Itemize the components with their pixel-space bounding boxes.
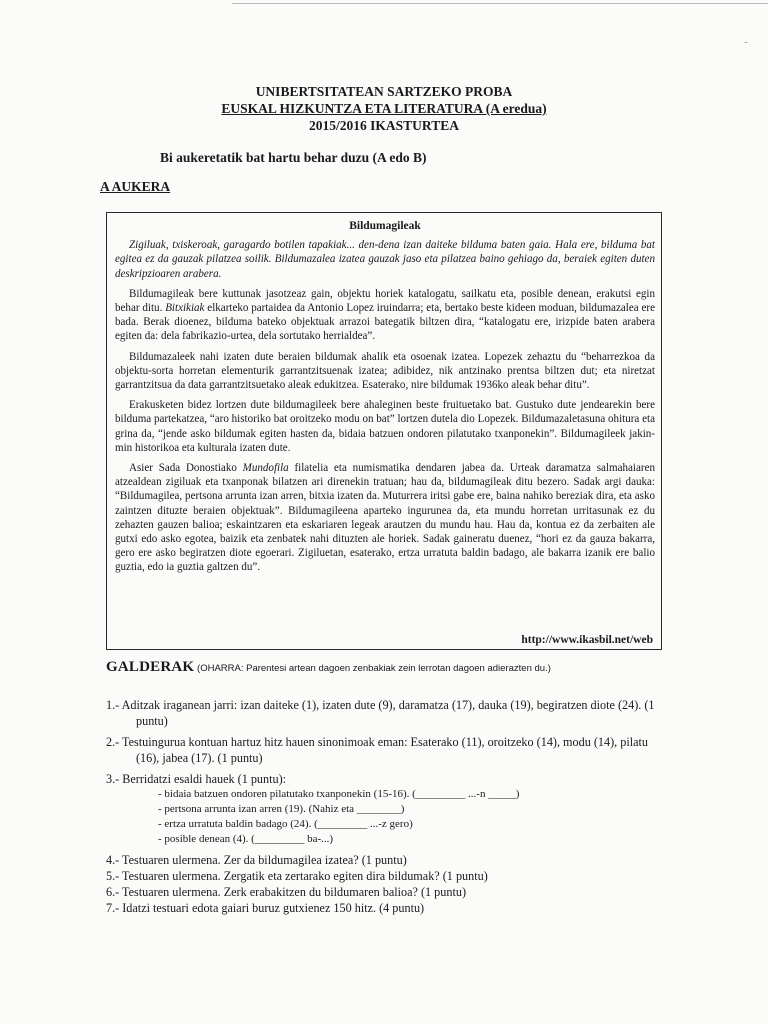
source-link[interactable]: http://www.ikasbil.net/web bbox=[521, 633, 653, 646]
question-3-item: - posible denean (4). (_________ ba-...) bbox=[158, 833, 334, 845]
reading-paragraph-2: Bildumazaleek nahi izaten dute beraien bildumak ahalik eta osoenak izatea. Lopezek zehaztu du “beharrezkoa da objektu-sorta horretan elementurik garrantzitsuenak izatea; adibidez, nik antzinako prentsa biltzen dut; eta niretzat garrantzitsua da data garrantzitsuetako aleak edukitzea. Esaterako, nire bildumak 1936ko aleak behar ditu”. bbox=[115, 350, 655, 392]
question-list bbox=[106, 697, 666, 916]
question-6: 6.- Testuaren ulermena. Zerk erabakitzen du bildumaren balioa? (1 puntu) bbox=[106, 885, 467, 899]
question-4: 4.- Testuaren ulermena. Zer da bildumagilea izatea? (1 puntu) bbox=[106, 853, 407, 867]
question-7: 7.- Idatzi testuari edota gaiari buruz gutxienez 150 hitz. (4 puntu) bbox=[106, 901, 425, 915]
question-2: 2.- Testuingurua kontuan hartuz hitz hauen sinonimoak eman: Esaterako (11), oroitzeko (14), modu (14), pilatu (16), jabea (17). (1 puntu) bbox=[106, 735, 649, 765]
reading-text-box bbox=[106, 212, 662, 650]
questions-heading bbox=[106, 659, 551, 676]
instruction: Bi aukeretatik bat hartu behar duzu (A edo B) bbox=[160, 150, 427, 165]
reading-title: Bildumagileak bbox=[349, 220, 421, 232]
exam-title: UNIBERTSITATEAN SARTZEKO PROBA bbox=[255, 84, 513, 99]
scan-top-rule bbox=[232, 3, 768, 4]
question-1: 1.- Aditzak iraganean jarri: izan daiteke (1), izaten dute (9), daramatza (17), dauka (19), begiratzen diote (24). (1 puntu) bbox=[106, 698, 655, 728]
scan-edge-mark: - bbox=[744, 36, 748, 48]
questions-title: GALDERAK bbox=[106, 659, 195, 675]
reading-paragraph-3: Erakusketen bidez lortzen dute bildumagileek bere ahaleginen beste fruituetako bat. Gustuko dute jendearekin bere bilduma partekatzea, “aro historiko bat oroitzeko modu on bat” lortzen dutela dio Lopezek. Bildumazaletasuna ohitura eta grina da, “jende asko bildumak egiten hasten da, bidaia batzuen ondoren pilatutako txanponekin”. Bildumagileek jakin-min historikoa eta kulturala izaten dute. bbox=[115, 399, 655, 454]
questions-note: (OHARRA: Parentesi artean dagoen zenbakiak zein lerrotan dagoen adierazten du.) bbox=[197, 663, 551, 674]
question-3-item: - ertza urratuta baldin badago (24). (_________ ...-z gero) bbox=[158, 818, 413, 830]
question-3-items bbox=[106, 787, 666, 847]
exam-header bbox=[0, 83, 768, 134]
question-3: 3.- Berridatzi esaldi hauek (1 puntu): bbox=[106, 772, 287, 786]
question-3-item: - pertsona arrunta izan arren (19). (Nahiz eta ________) bbox=[158, 803, 405, 815]
reading-paragraph-4: Asier Sada Donostiako Mundofila filatelia eta numismatika dendaren jabea da. Urteak daramatza salmahaiaren atzealdean zigiluak eta txanponak bilatzen ari direnekin tratuan; hau da, bildumagileak ditu bezero. Sadak argi dauka: “Bildumagilea, pertsona arrunta izan arren, bitxia izaten da. Muturrera iritsi gabe ere, baina nahiko bereziak dira, eta asko zaintzen dituzte beraien objektuak”. Bildumagileena aparteko ingurunea da, eta mundu horretan urritasunak ez du zehazten gauzen balioa; eskaintzaren eta eskariaren legeak arautzen du mundu hau. Hau da, kontua ez da zerbaiten ale gutxi edo asko egotea, baizik eta zenbatek nahi dituzten ale horiek. Sadak gaineratu duenez, “hori ez da gauza bakarra, gero ere asko begiratzen diote egoerari. Zigiluetan, esaterako, ertza urratuta baldin badago, ale bakarra izanik ere balio guztia, edo ia guztia galtzen du”. bbox=[115, 462, 655, 574]
reading-intro: Zigiluak, txiskeroak, garagardo botilen tapakiak... den-dena izan daiteke bilduma baten gaia. Hala ere, bilduma bat egitea ez da gauzak pilatzea soilik. Bildumazalea izatea gauzak jaso eta pilatzea baino gehiago da, beraiek egiten duten deskripzioaren arabera. bbox=[115, 239, 655, 280]
exam-subject: EUSKAL HIZKUNTZA ETA LITERATURA (A eredua) bbox=[221, 101, 547, 116]
question-5: 5.- Testuaren ulermena. Zergatik eta zertarako egiten dira bildumak? (1 puntu) bbox=[106, 869, 488, 883]
exam-year: 2015/2016 IKASTURTEA bbox=[309, 118, 459, 133]
question-3-item: - bidaia batzuen ondoren pilatutako txanponekin (15-16). (_________ ...-n _____) bbox=[158, 788, 520, 800]
reading-paragraph-1: Bildumagileak bere kuttunak jasotzeaz gain, objektu horiek katalogatu, sailkatu eta, posible denean, erakutsi egin behar ditu. Bitxikiak elkarteko partaidea da Antonio Lopez iruindarra; eta, bertako beste kideen moduan, bildumazalea ere bada. Berak dioenez, bilduma bateko objektuak arrazoi bategatik biltzen dira, “katalogatu ere, irizpide baten arabera egiten da: dela fabrikazio-urtea, dela sortutako herrialdea”. bbox=[115, 287, 655, 343]
option-a-label: A AUKERA bbox=[100, 179, 171, 194]
